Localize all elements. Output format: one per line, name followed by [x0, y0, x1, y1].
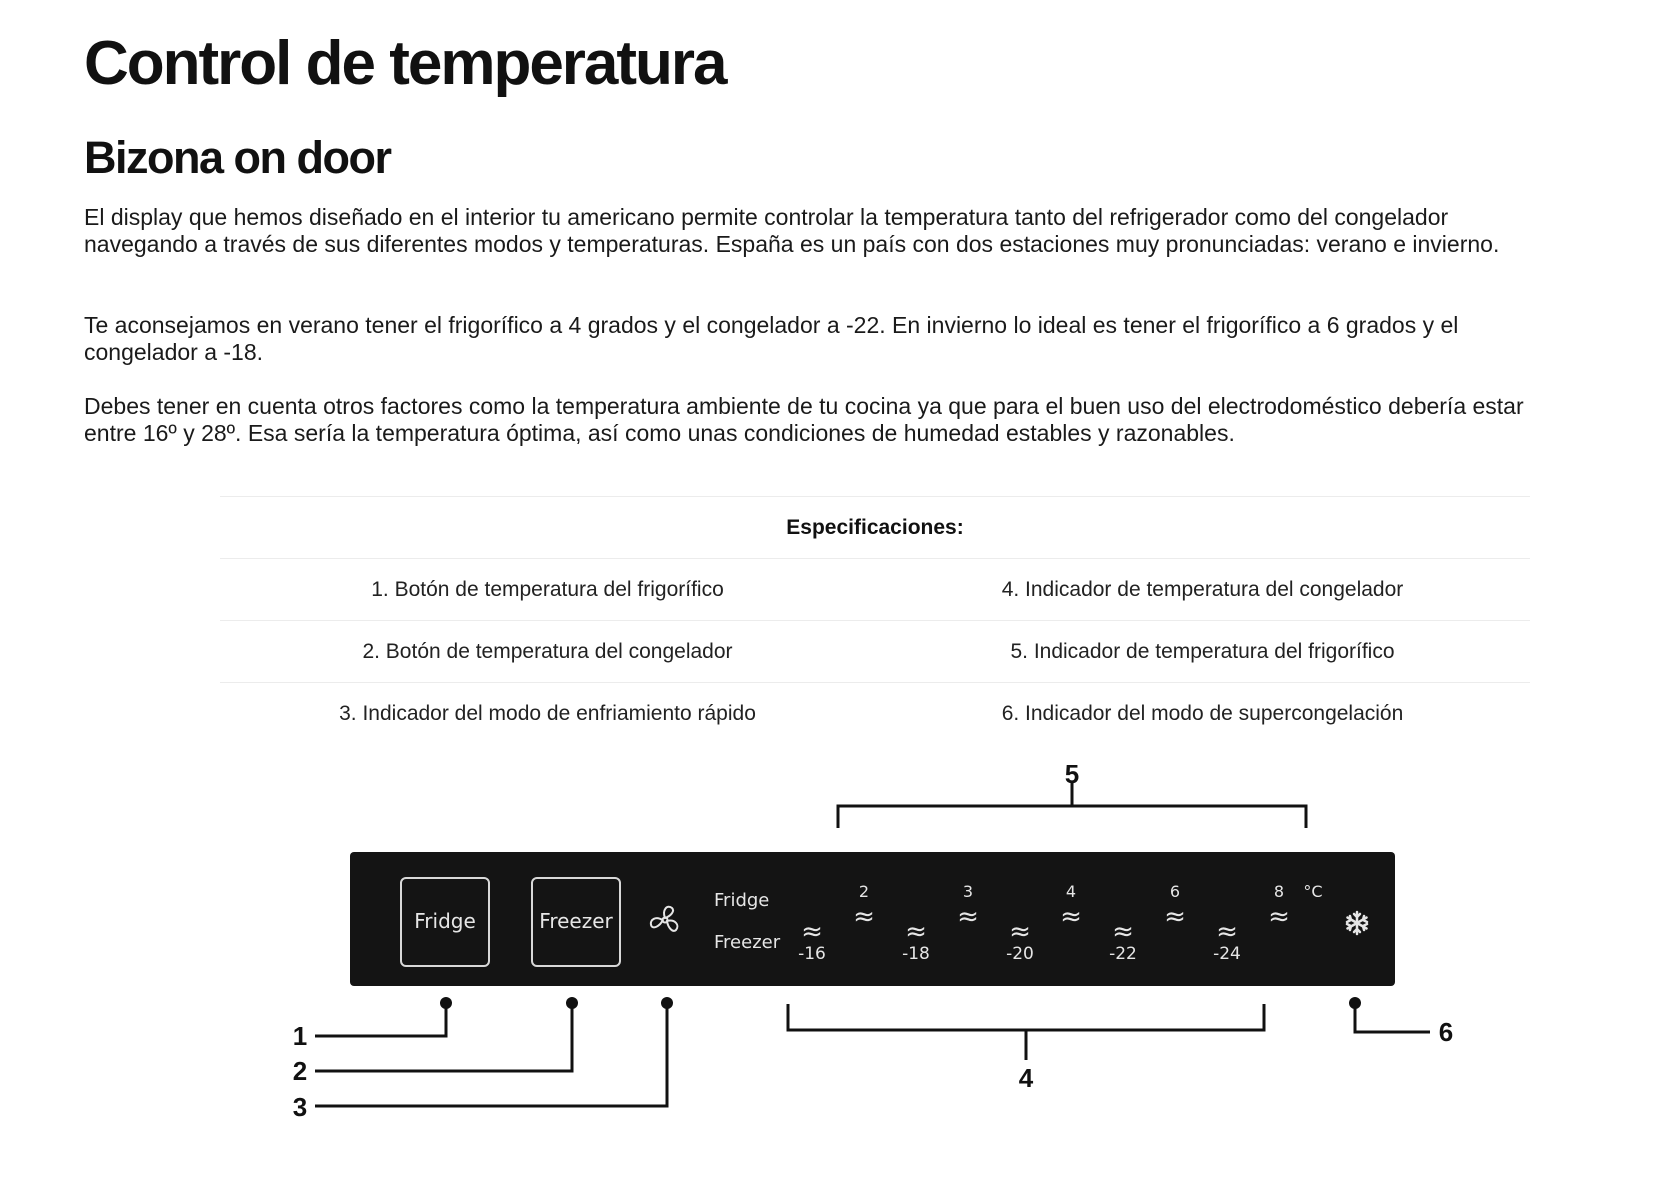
wave-icon: ≈	[1112, 917, 1134, 947]
wave-icon: ≈	[1268, 902, 1290, 932]
wave-icon: ≈	[1216, 917, 1238, 947]
paragraph-factors: Debes tener en cuenta otros factores como la temperatura ambiente de tu cocina ya que para el buen uso del electrodoméstico debería estar entre 16º y 28º. Esa sería la temperatura óptima, así como unas condiciones de humedad estables y razonables.	[84, 393, 1524, 446]
freezer-temp-value: -24	[1213, 944, 1241, 964]
control-panel-diagram	[0, 760, 1676, 1140]
freezer-temp-value: -18	[902, 944, 930, 964]
spec-item: 2. Botón de temperatura del congelador	[362, 639, 733, 663]
spec-row	[220, 683, 1530, 744]
spec-item: 6. Indicador del modo de supercongelación	[1001, 701, 1404, 725]
fridge-temp-value: 2	[858, 882, 870, 901]
page-title: Control de temperatura	[84, 29, 726, 98]
freezer-label: Freezer	[714, 932, 781, 953]
callout-5-label: 5	[1064, 760, 1080, 789]
fridge-temp-value: 3	[962, 882, 974, 901]
spec-item: 4. Indicador de temperatura del congelador	[1001, 577, 1404, 601]
unit-label: °C	[1303, 882, 1323, 901]
paragraph-advice: Te aconsejamos en verano tener el frigorífico a 4 grados y el congelador a -22. En invierno lo ideal es tener el frigorífico a 6 grados y el congelador a -18.	[84, 312, 1459, 365]
wave-icon: ≈	[957, 902, 979, 932]
callout-4-label: 4	[1018, 1063, 1034, 1093]
callout-6-label: 6	[1438, 1017, 1454, 1047]
wave-icon: ≈	[1164, 902, 1186, 932]
freezer-temp-value: -22	[1109, 944, 1137, 964]
spec-item: 3. Indicador del modo de enfriamiento rápido	[339, 701, 756, 725]
freezer-button-label: Freezer	[539, 909, 613, 933]
callout-1-label: 1	[292, 1021, 308, 1051]
callout-6-leader	[1355, 1000, 1430, 1032]
specifications-heading: Especificaciones:	[220, 496, 1530, 559]
wave-icon: ≈	[801, 917, 823, 947]
callout-1-leader	[315, 1000, 446, 1036]
callout-1-dot	[440, 997, 452, 1009]
callout-2-dot	[566, 997, 578, 1009]
callout-3-leader	[315, 1000, 667, 1106]
wave-icon: ≈	[1060, 902, 1082, 932]
callout-3-dot	[661, 997, 673, 1009]
freezer-temp-value: -20	[1006, 944, 1034, 964]
callout-4-bracket	[788, 1004, 1264, 1060]
fridge-temp-value: 6	[1169, 882, 1181, 901]
fridge-temp-value: 8	[1273, 882, 1285, 901]
spec-row	[220, 621, 1530, 683]
callout-3-label: 3	[292, 1092, 308, 1122]
fridge-button-label: Fridge	[414, 909, 476, 933]
spec-item: 5. Indicador de temperatura del frigorífico	[1010, 639, 1395, 663]
spec-item: 1. Botón de temperatura del frigorífico	[371, 577, 724, 601]
paragraph-display: El display que hemos diseñado en el interior tu americano permite controlar la temperatura tanto del refrigerador como del congelador navegando a través de sus diferentes modos y temperaturas. España es un país con dos estaciones muy pronunciadas: verano e invierno.	[84, 204, 1500, 257]
fridge-temp-value: 4	[1065, 882, 1077, 901]
callout-2-label: 2	[292, 1056, 308, 1086]
freezer-temp-value: -16	[798, 944, 826, 964]
spec-row	[220, 559, 1530, 621]
wave-icon: ≈	[905, 917, 927, 947]
wave-icon: ≈	[853, 902, 875, 932]
wave-icon: ≈	[1009, 917, 1031, 947]
fridge-label: Fridge	[714, 890, 770, 911]
specifications-table	[220, 496, 1530, 744]
section-title: Bizona on door	[84, 132, 391, 183]
callout-6-dot	[1349, 997, 1361, 1009]
